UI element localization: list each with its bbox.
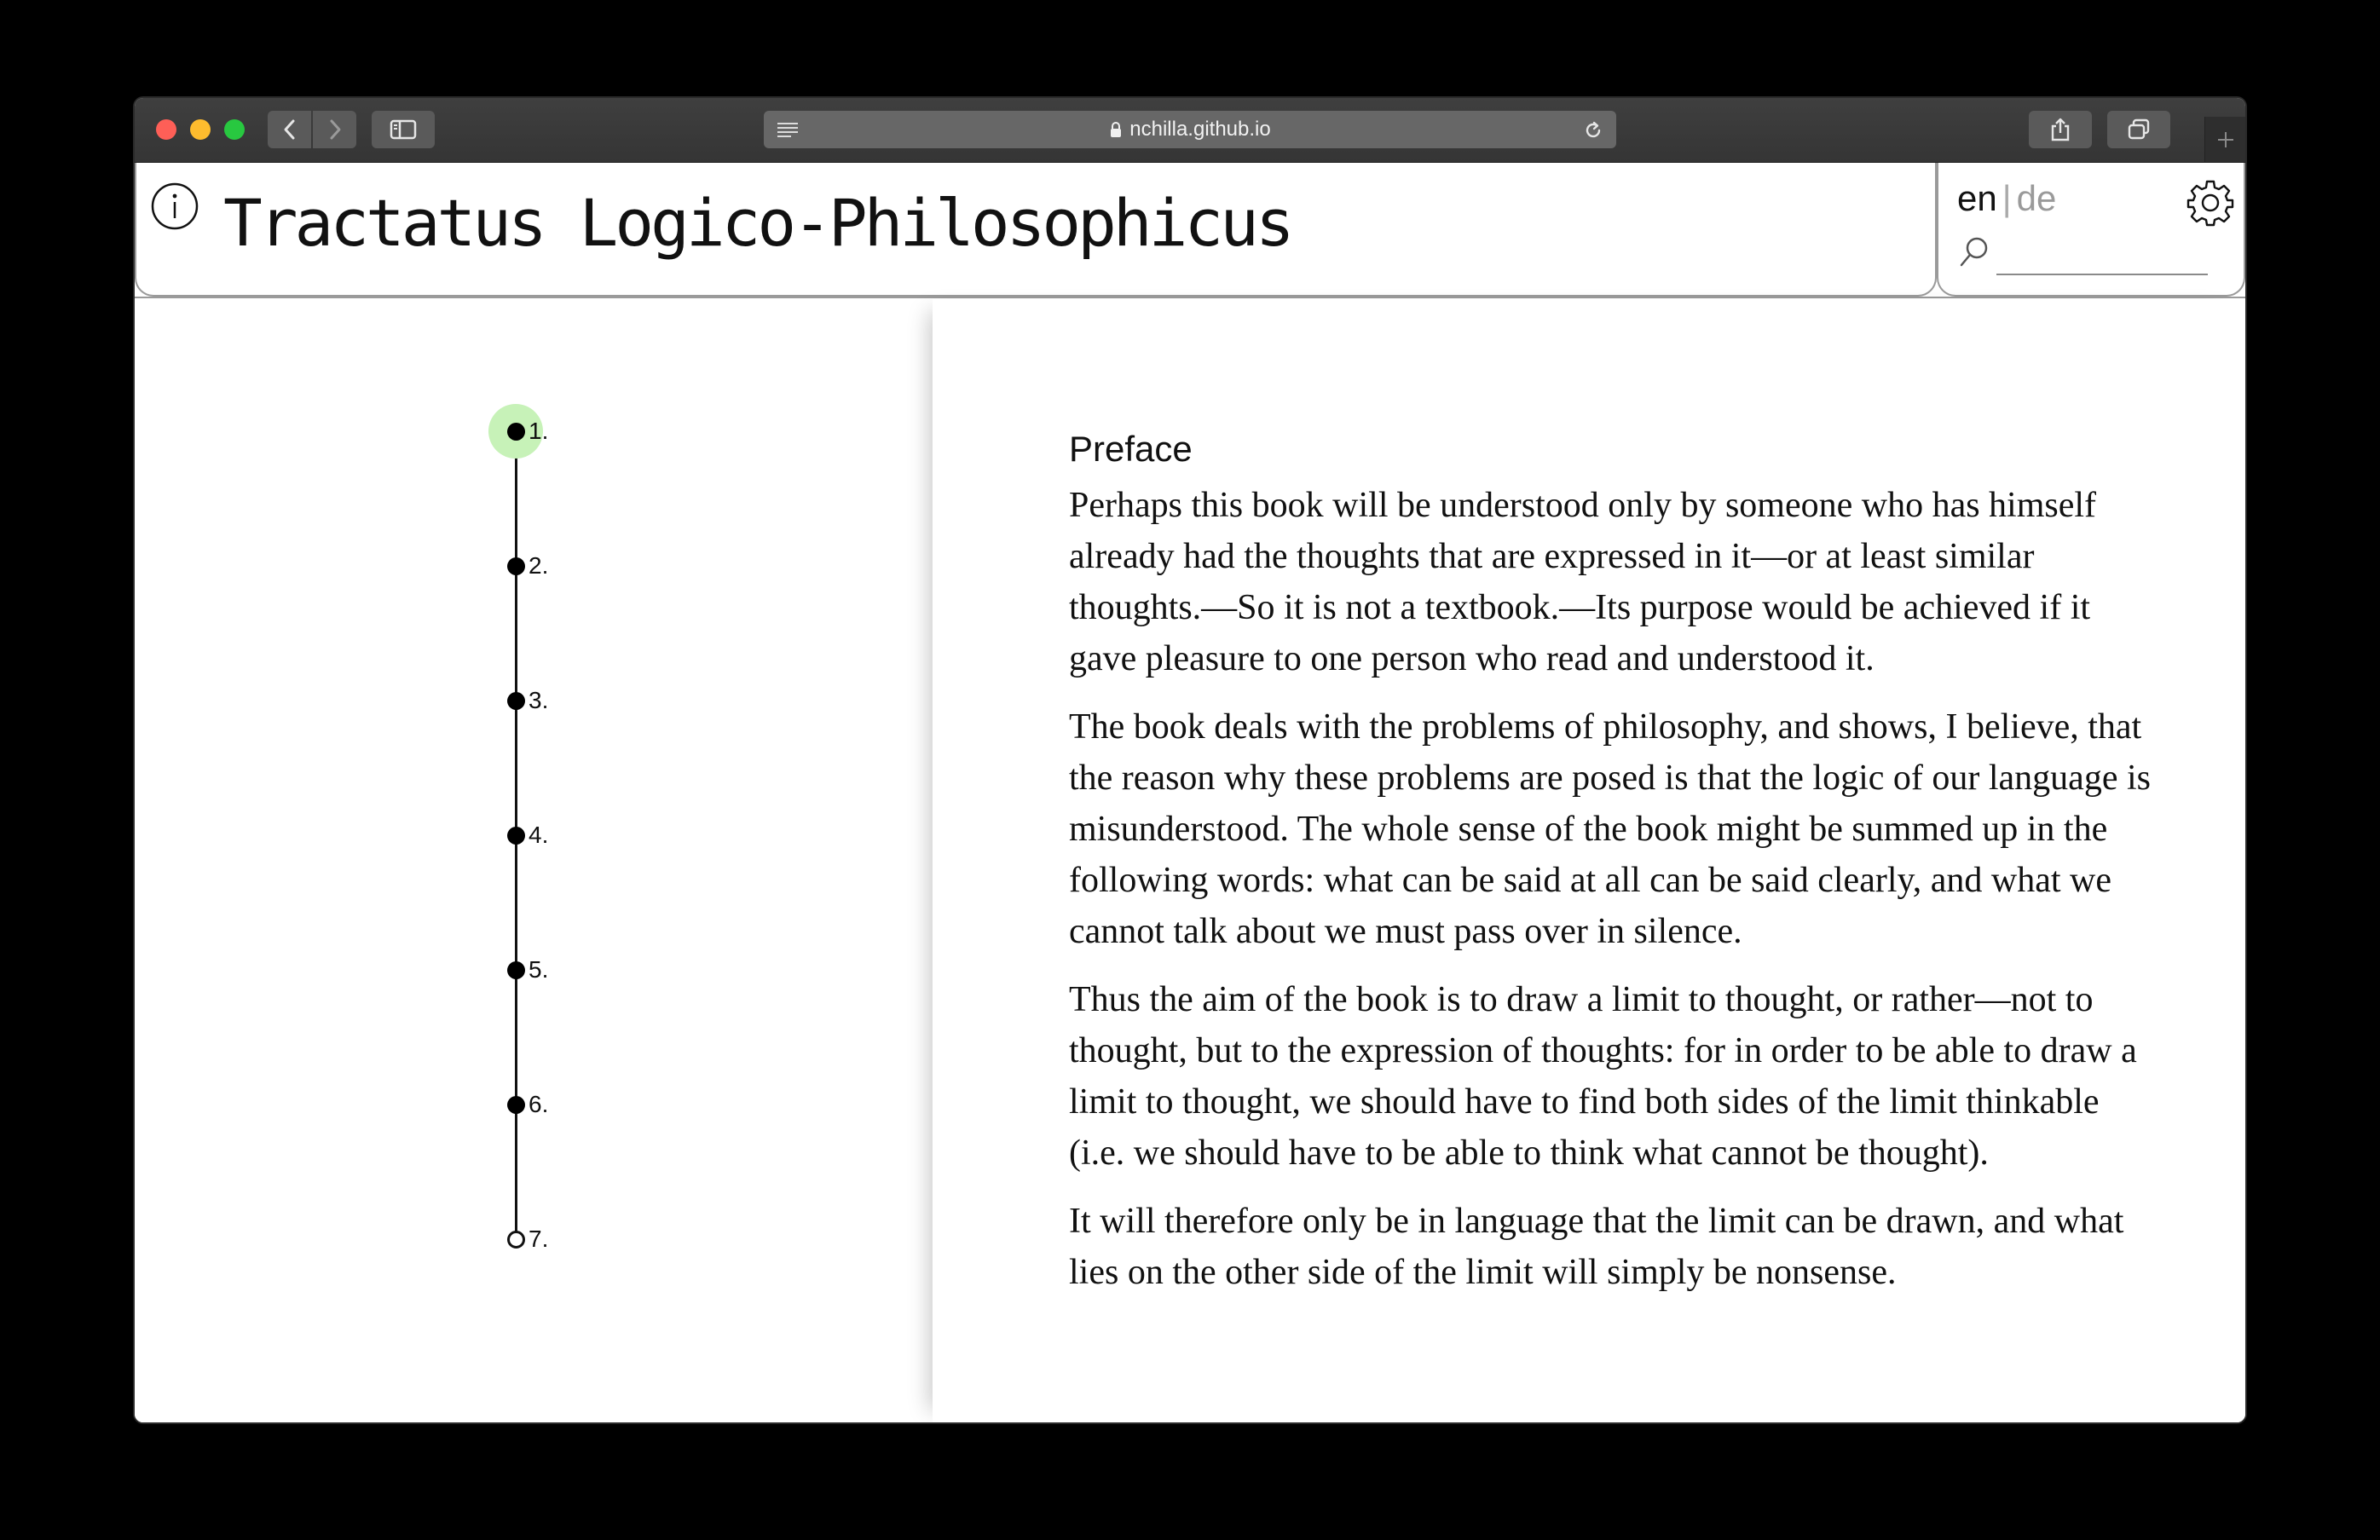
address-bar[interactable] xyxy=(764,111,1616,148)
zoom-window-button[interactable] xyxy=(224,119,245,140)
chevron-left-icon xyxy=(281,118,298,141)
tree-node-dot[interactable] xyxy=(507,423,525,441)
tree-node-5[interactable] xyxy=(516,956,548,983)
tree-node-label[interactable]: 7. xyxy=(529,1226,549,1252)
tree-node-2[interactable] xyxy=(516,552,548,580)
navigation-buttons xyxy=(268,111,356,148)
chevron-right-icon xyxy=(326,118,344,141)
sidebar-toggle-button[interactable] xyxy=(372,111,435,148)
tree-node-label[interactable]: 6. xyxy=(529,1091,549,1117)
back-button[interactable] xyxy=(268,111,311,148)
search-input[interactable] xyxy=(1996,238,2208,275)
tree-node-label[interactable]: 5. xyxy=(529,956,549,983)
tree-node-dot[interactable] xyxy=(507,827,525,845)
web-page xyxy=(135,163,2245,1422)
tree-node-6[interactable] xyxy=(516,1091,548,1118)
lang-en-link[interactable]: en xyxy=(1957,178,1997,218)
info-icon[interactable] xyxy=(150,182,199,231)
lang-de-link[interactable]: de xyxy=(2016,178,2057,218)
paragraph: It will therefore only be in language that the limit can be drawn, and what lies on the other side of the limit will simply be nonsense. xyxy=(1069,1202,2124,1292)
browser-toolbar xyxy=(135,98,2245,163)
language-switcher xyxy=(1957,178,2056,219)
tab-overview-button[interactable] xyxy=(2107,111,2170,148)
header-controls xyxy=(1937,163,2245,297)
lang-separator: | xyxy=(2002,178,2012,218)
tree-node-dot[interactable] xyxy=(507,692,525,710)
new-tab-button[interactable] xyxy=(2204,117,2245,162)
preface-body xyxy=(1069,480,2152,1315)
paragraph: Perhaps this book will be understood only by someone who has himself already had the thoughts that are expressed in it—or at least similar thoughts.—So it is not a textbook.—Its purpose would be achieved if it gave pleasure to one person who read and understood it. xyxy=(1069,486,2097,678)
lock-icon xyxy=(1109,121,1123,138)
tree-node-label[interactable]: 2. xyxy=(529,552,549,579)
share-button[interactable] xyxy=(2029,111,2092,148)
section-heading: Preface xyxy=(1069,429,1193,469)
tree-node-label[interactable]: 4. xyxy=(529,822,549,848)
reload-icon[interactable] xyxy=(1582,119,1604,141)
tree-node-3[interactable] xyxy=(516,687,548,714)
tree-node-dot[interactable] xyxy=(507,1096,525,1114)
minimize-window-button[interactable] xyxy=(190,119,211,140)
paragraph: Thus the aim of the book is to draw a limit to thought, or rather—not to thought, but to the expression of thoughts: for in order to be able to draw a limit to thought, we should have to find both sides of the limit thinkable (i.e. we should have to be able to think what cannot be thought). xyxy=(1069,980,2137,1173)
text-pane xyxy=(933,299,2245,1422)
share-icon xyxy=(2049,117,2071,142)
url-text: nchilla.github.io xyxy=(1129,118,1271,141)
tree-node-4[interactable] xyxy=(516,822,548,849)
tree-node-1[interactable] xyxy=(516,418,548,445)
tree-node-dot[interactable] xyxy=(507,1231,525,1249)
tree-node-label[interactable]: 3. xyxy=(529,687,549,713)
tree-node-label[interactable]: 1. xyxy=(529,418,549,444)
forward-button[interactable] xyxy=(313,111,356,148)
section-tree xyxy=(135,299,933,1422)
tree-node-dot[interactable] xyxy=(507,557,525,575)
tabs-icon xyxy=(2127,118,2151,141)
page-title: Tractatus Logico-Philosophicus xyxy=(223,185,1291,261)
header-divider xyxy=(135,297,2245,298)
browser-window xyxy=(135,98,2245,1422)
plus-icon xyxy=(2216,130,2235,149)
sidebar-icon xyxy=(390,119,417,140)
tree-node-dot[interactable] xyxy=(507,961,525,979)
tree-node-7[interactable] xyxy=(516,1226,548,1253)
search-icon xyxy=(1957,234,1991,272)
paragraph: The book deals with the problems of philosophy, and shows, I believe, that the reason why these problems are posed is that the logic of our language is misunderstood. The whole sense of the book might be summed up in the following words: what can be said at all can be said clearly, and what we cannot talk about we must pass over in silence. xyxy=(1069,707,2151,951)
url-display xyxy=(764,111,1616,148)
close-window-button[interactable] xyxy=(156,119,176,140)
site-header xyxy=(135,163,1937,297)
gear-icon[interactable] xyxy=(2186,178,2235,228)
